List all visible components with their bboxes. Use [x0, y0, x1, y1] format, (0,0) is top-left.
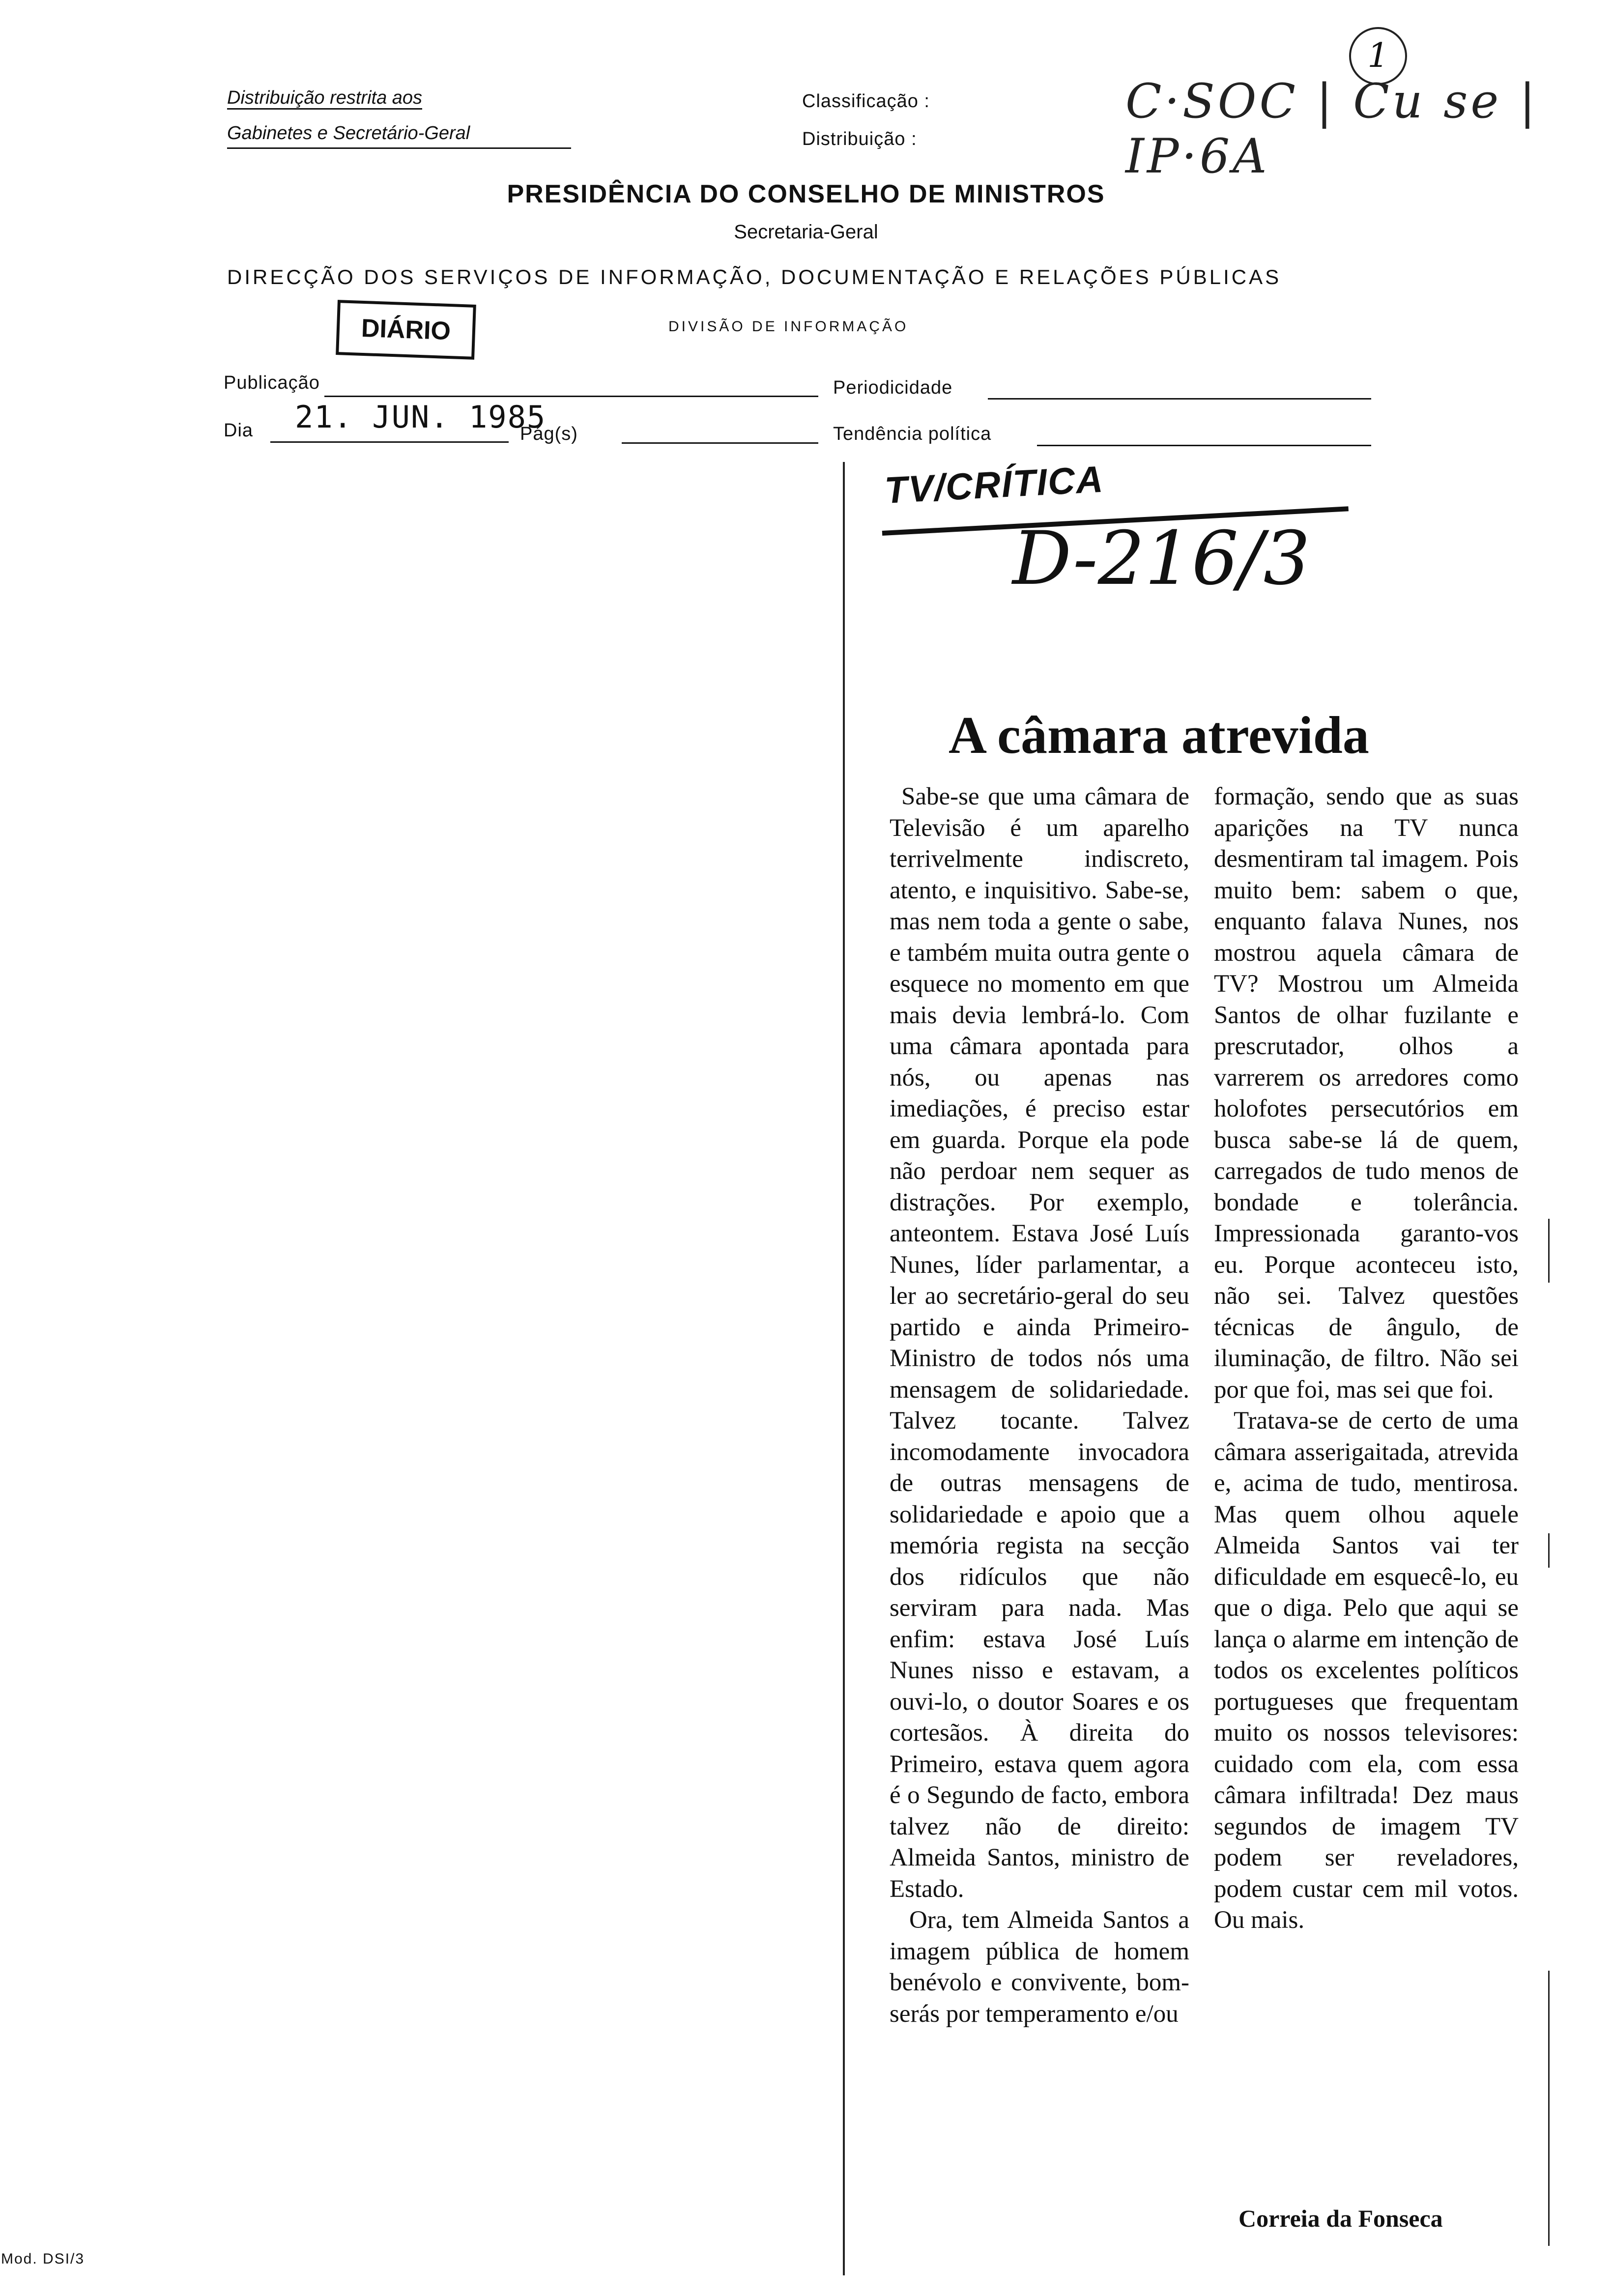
- pages-line: [622, 442, 818, 444]
- division-label: DIVISÃO DE INFORMAÇÃO: [668, 318, 909, 335]
- section-header: TV/CRÍTICA: [883, 458, 1105, 512]
- article-col1-paragraph-2: Ora, tem Almeida Santos a imagem pública de homem benévolo e convivente, bom-serás por temperamento e/ou: [890, 1906, 1189, 2028]
- institution-title: PRESIDÊNCIA DO CONSELHO DE MINISTROS: [507, 180, 1105, 208]
- clipping-left-border: [843, 462, 845, 2275]
- department-name: DIRECÇÃO DOS SERVIÇOS DE INFORMAÇÃO, DOCUMENTAÇÃO E RELAÇÕES PÚBLICAS: [227, 265, 1282, 288]
- article-col2-paragraph-1: formação, sendo que as suas aparições na TV nunca desmentiram tal imagem. Pois muito bem: sabem o que, enquanto falava Nunes, nos mostrou aquela câmara de TV? Mostrou um Almeida Santos de olhar fuzilante e prescrutador, olhos a varrerem os arredores como holofotes persecutórios em busca sabe-se lá de quem, carregados de tudo menos de bondade e tolerância. Impressionada garanto-vos eu. Porque aconteceu isto, não sei. Talvez questões técnicas de ângulo, de iluminação, de filtro. Não sei por que foi, mas sei que foi.: [1214, 783, 1519, 1404]
- diario-stamp: DIÁRIO: [336, 300, 476, 360]
- day-line: [270, 441, 509, 443]
- header-rule: [227, 147, 571, 149]
- article-title: A câmara atrevida: [949, 706, 1369, 765]
- secretariat-subtitle: Secretaria-Geral: [734, 221, 878, 243]
- political-tendency-label: Tendência política: [833, 424, 992, 444]
- handwritten-reference: C·SOC | Cu se | IP·6A: [1125, 74, 1538, 184]
- handwritten-article-code: D-216/3: [1012, 516, 1311, 602]
- publication-line: [324, 396, 818, 397]
- day-value: 21. JUN. 1985: [295, 399, 547, 435]
- restricted-distribution-line2: Gabinetes e Secretário-Geral: [227, 123, 470, 144]
- article-col1-paragraph-1: Sabe-se que uma câmara de Televisão é um aparelho terrivelmente indiscreto, atento, e inquisitivo. Sabe-se, mas nem toda a gente o sabe, e também muita outra gente o esquece no momento em que mais devia lembrá-lo. Com uma câmara apontada para nós, ou apenas nas imediações, é preciso estar em guarda. Porque ela pode não perdoar nem sequer as distrações. Por exemplo, anteontem. Estava José Luís Nunes, líder parlamentar, a ler ao secretário-geral do seu partido e ainda Primeiro-Ministro de todos nós uma mensagem de solidariedade. Talvez tocante. Talvez incomodamente invocadora de outras mensagens de solidariedade e apoio que a memória regista na secção dos ridículos que não serviram para nada. Mas enfim: estava José Luís Nunes nisso e estavam, a ouvi-lo, o doutor Soares e os cortesãos. À direita do Primeiro, estava quem agora é o Segundo de facto, embora talvez não de direito: Almeida Santos, ministro de Estado.: [890, 783, 1189, 1903]
- pages-label: Pág(s): [520, 424, 578, 444]
- clipping-right-tick-1: [1548, 1219, 1550, 1283]
- distribution-label: Distribuição :: [802, 129, 917, 149]
- restricted-distribution-line1: Distribuição restrita aos: [227, 87, 422, 109]
- handwritten-circle-mark: 1: [1349, 27, 1407, 85]
- form-code: Mod. DSI/3: [1, 2251, 85, 2267]
- article-column-2: [1214, 781, 1519, 1936]
- periodicity-line: [988, 398, 1371, 400]
- classification-label: Classificação :: [802, 91, 930, 112]
- article-author: Correia da Fonseca: [1238, 2205, 1443, 2232]
- clipping-right-tick-2: [1548, 1533, 1550, 1568]
- article-column-1: [890, 781, 1189, 2030]
- article-col2-paragraph-2: Tratava-se de certo de uma câmara asserigaitada, atrevida e, acima de tudo, mentirosa. Mas quem olhou aquele Almeida Santos vai ter dificuldade em esquecê-lo, eu que o diga. Pelo que aqui se lança o alarme em intenção de todos os excelentes políticos portugueses que frequentam muito os nossos televisores: cuidado com ela, com essa câmara infiltrada! Dez maus segundos de imagem TV podem ser reveladores, podem custar cem mil votos. Ou mais.: [1214, 1407, 1519, 1934]
- periodicity-label: Periodicidade: [833, 377, 953, 398]
- political-tendency-line: [1037, 445, 1371, 446]
- publication-label: Publicação: [224, 373, 320, 393]
- day-label: Dia: [224, 420, 254, 441]
- clipping-right-border-mark: [1548, 1971, 1550, 2246]
